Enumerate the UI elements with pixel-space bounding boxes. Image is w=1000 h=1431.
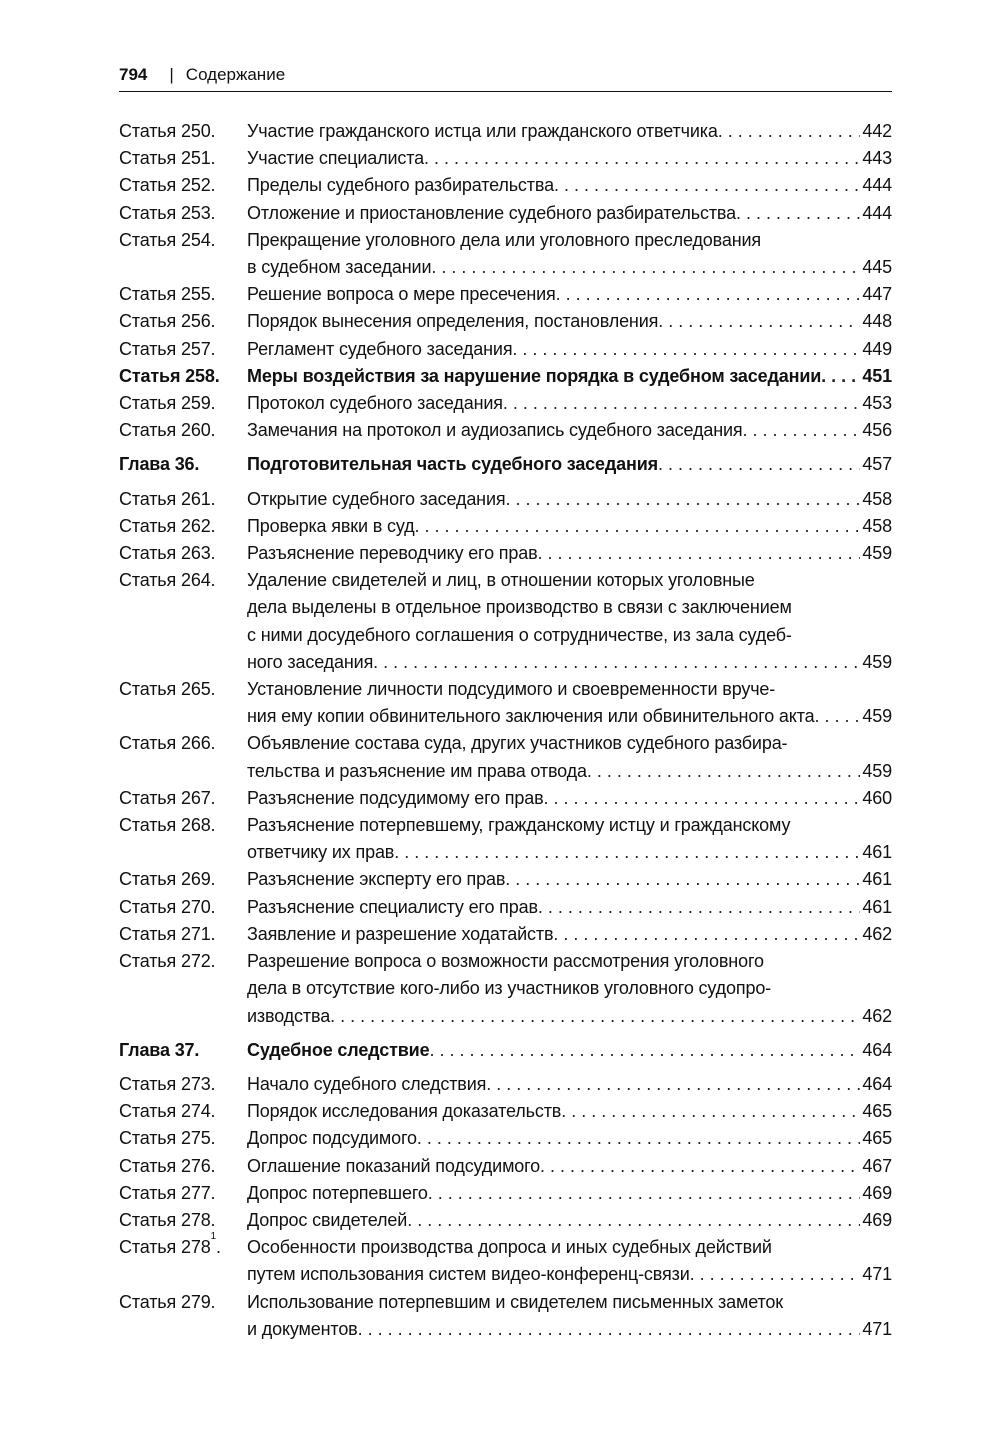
dot-leader bbox=[330, 1003, 860, 1030]
toc-entry-label: Статья 267. bbox=[119, 787, 216, 808]
toc-entry[interactable] bbox=[119, 486, 892, 513]
toc-entry-label: Статья 274. bbox=[119, 1101, 216, 1122]
toc-entry-title: Допрос подсудимого bbox=[247, 1128, 417, 1149]
toc-entry-title: Допрос потерпевшего bbox=[247, 1182, 428, 1203]
toc-entry[interactable] bbox=[119, 1125, 892, 1152]
toc-page-number: 471 bbox=[862, 1318, 892, 1339]
toc-entry-label: Статья 272. bbox=[119, 951, 216, 972]
toc-page-number: 458 bbox=[862, 515, 892, 536]
toc-entry-title: Порядок вынесения определения, постановления bbox=[247, 311, 659, 332]
toc-page-number: 464 bbox=[862, 1039, 892, 1060]
toc-page-number: 469 bbox=[862, 1182, 892, 1203]
dot-leader bbox=[431, 254, 860, 281]
dot-leader bbox=[512, 336, 860, 363]
toc-entry[interactable] bbox=[119, 1153, 892, 1180]
toc-entry-label: Статья 252. bbox=[119, 175, 216, 196]
toc-entry-label: Статья 277. bbox=[119, 1182, 216, 1203]
toc-page-number: 451 bbox=[862, 365, 892, 386]
toc-entry-title: Открытие судебного заседания bbox=[247, 488, 506, 509]
toc-entry[interactable] bbox=[119, 894, 892, 921]
dot-leader bbox=[821, 363, 860, 390]
toc-entry-label: Статья 258. bbox=[119, 365, 220, 386]
toc-entry[interactable] bbox=[119, 1180, 892, 1207]
toc-entry-label: Статья 278. bbox=[119, 1209, 216, 1230]
toc-entry-title: Участие гражданского истца или гражданского ответчика bbox=[247, 121, 718, 141]
toc-entry-title: Разъяснение специалисту его прав bbox=[247, 896, 538, 917]
header-title: Содержание bbox=[185, 65, 286, 84]
toc-entry-label: Статья 266. bbox=[119, 733, 216, 754]
dot-leader bbox=[414, 513, 860, 540]
toc-entry-label: Статья 276. bbox=[119, 1155, 216, 1176]
toc-page-number: 469 bbox=[862, 1209, 892, 1230]
toc-entry[interactable] bbox=[119, 866, 892, 893]
toc-page-number: 465 bbox=[862, 1128, 892, 1149]
toc-entry-title: Замечания на протокол и аудиозапись судебного заседания bbox=[247, 420, 743, 441]
toc-entry-title: Разъяснение переводчику его прав bbox=[247, 543, 538, 564]
toc-entry[interactable] bbox=[119, 390, 892, 417]
table-of-contents bbox=[119, 118, 892, 1343]
toc-entry-title: Решение вопроса о мере пресечения bbox=[247, 284, 556, 305]
dot-leader bbox=[505, 866, 860, 893]
toc-entry-title: Судебное следствие bbox=[247, 1039, 430, 1060]
toc-entry[interactable] bbox=[119, 1231, 892, 1288]
toc-entry-label: Статья 275. bbox=[119, 1128, 216, 1149]
toc-entry[interactable] bbox=[119, 567, 892, 676]
dot-leader bbox=[417, 1125, 861, 1152]
dot-leader bbox=[658, 308, 860, 335]
dot-leader bbox=[743, 417, 861, 444]
toc-page-number: 459 bbox=[862, 651, 892, 672]
toc-entry-label: Статья 264. bbox=[119, 570, 216, 591]
toc-entry-title: путем использования систем видео-конференц-связи bbox=[247, 1264, 690, 1285]
toc-entry[interactable] bbox=[119, 785, 892, 812]
toc-page-number: 462 bbox=[862, 923, 892, 944]
toc-entry-title: Протокол судебного заседания bbox=[247, 393, 503, 414]
dot-leader bbox=[424, 145, 860, 172]
toc-chapter[interactable] bbox=[119, 1037, 892, 1064]
toc-page-number: 442 bbox=[862, 121, 892, 141]
toc-entry-title: Подготовительная часть судебного заседания bbox=[247, 454, 659, 475]
toc-entry-label: Глава 36. bbox=[119, 454, 200, 475]
dot-leader bbox=[407, 1207, 860, 1234]
dot-leader bbox=[503, 390, 861, 417]
toc-page-number: 467 bbox=[862, 1155, 892, 1176]
toc-page-number: 462 bbox=[862, 1005, 892, 1026]
toc-entry-title: Удаление свидетелей и лиц, в отношении которых уголовные bbox=[247, 570, 755, 591]
toc-page-number: 459 bbox=[862, 760, 892, 781]
dot-leader bbox=[658, 451, 860, 478]
label-superscript: 1 bbox=[210, 1231, 216, 1243]
toc-page-number: 444 bbox=[862, 202, 892, 223]
toc-entry-label: Глава 37. bbox=[119, 1039, 200, 1060]
toc-page-number: 443 bbox=[862, 148, 892, 169]
toc-entry-label: Статья 273. bbox=[119, 1073, 216, 1094]
toc-entry-label: Статья 253. bbox=[119, 202, 216, 223]
toc-entry-label: Статья 261. bbox=[119, 488, 216, 509]
toc-entry-label: Статья 279. bbox=[119, 1291, 216, 1312]
toc-entry[interactable] bbox=[119, 200, 892, 227]
toc-entry[interactable] bbox=[119, 336, 892, 363]
toc-entry-title: Проверка явки в суд bbox=[247, 515, 415, 536]
toc-page-number: 444 bbox=[862, 175, 892, 196]
toc-entry-title: с ними досудебного соглашения о сотрудничестве, из зала судеб- bbox=[247, 624, 792, 645]
dot-leader bbox=[538, 540, 861, 567]
running-header bbox=[119, 62, 892, 92]
toc-chapter[interactable] bbox=[119, 451, 892, 478]
toc-entry-label: Статья 251. bbox=[119, 148, 216, 169]
toc-entry-title: Разрешение вопроса о возможности рассмотрения уголовного bbox=[247, 951, 764, 972]
toc-page-number: 447 bbox=[862, 284, 892, 305]
toc-entry-title: дела выделены в отдельное производство в связи с заключением bbox=[247, 597, 792, 618]
toc-entry[interactable] bbox=[119, 145, 892, 172]
dot-leader bbox=[505, 486, 860, 513]
toc-page-number: 445 bbox=[862, 257, 892, 278]
toc-entry[interactable] bbox=[119, 172, 892, 199]
toc-entry[interactable] bbox=[119, 308, 892, 335]
toc-entry-title: Регламент судебного заседания bbox=[247, 338, 513, 359]
toc-page-number: 460 bbox=[862, 787, 892, 808]
toc-entry[interactable] bbox=[119, 1071, 892, 1098]
toc-entry[interactable] bbox=[119, 948, 892, 1030]
toc-entry-title: Участие специалиста bbox=[247, 148, 425, 169]
toc-entry-title: ного заседания bbox=[247, 651, 374, 672]
toc-entry[interactable] bbox=[119, 1098, 892, 1125]
toc-page-number: 461 bbox=[862, 869, 892, 890]
toc-entry-label: Статья 265. bbox=[119, 679, 216, 700]
toc-page-number: 448 bbox=[862, 311, 892, 332]
toc-entry-label: Статья 268. bbox=[119, 815, 216, 836]
dot-leader bbox=[486, 1071, 860, 1098]
toc-entry[interactable] bbox=[119, 730, 892, 784]
toc-page-number: 453 bbox=[862, 393, 892, 414]
toc-entry-title: Допрос свидетелей bbox=[247, 1209, 408, 1230]
toc-entry[interactable] bbox=[119, 363, 892, 390]
toc-entry-label: Статья 269. bbox=[119, 869, 216, 890]
toc-page-number: 465 bbox=[862, 1101, 892, 1122]
dot-leader bbox=[538, 894, 861, 921]
toc-entry-title: Заявление и разрешение ходатайств bbox=[247, 923, 554, 944]
toc-entry-title: Меры воздействия за нарушение порядка в судебном заседании bbox=[247, 365, 822, 386]
dot-leader bbox=[561, 1098, 860, 1125]
dot-leader bbox=[718, 118, 861, 145]
toc-entry-title: Начало судебного следствия bbox=[247, 1073, 487, 1094]
toc-entry[interactable] bbox=[119, 812, 892, 866]
toc-page-number: 458 bbox=[862, 488, 892, 509]
toc-page-number: 457 bbox=[862, 454, 892, 475]
toc-entry-title: Разъяснение потерпевшему, гражданскому истцу и гражданскому bbox=[247, 815, 791, 836]
toc-entry[interactable] bbox=[119, 281, 892, 308]
toc-entry[interactable] bbox=[119, 921, 892, 948]
dot-leader bbox=[358, 1316, 861, 1343]
toc-entry-title: Порядок исследования доказательств bbox=[247, 1101, 562, 1122]
toc-entry-title: Использование потерпевшим и свидетелем письменных заметок bbox=[247, 1291, 783, 1312]
toc-entry-label: Статья 250. bbox=[119, 121, 216, 141]
toc-entry-title: Разъяснение подсудимому его прав bbox=[247, 787, 544, 808]
toc-entry[interactable] bbox=[119, 676, 892, 730]
dot-leader bbox=[429, 1037, 860, 1064]
toc-entry[interactable] bbox=[119, 1207, 892, 1234]
toc-entry[interactable] bbox=[119, 1289, 892, 1343]
toc-entry-label: Статья 263. bbox=[119, 543, 216, 564]
dot-leader bbox=[373, 649, 860, 676]
page-number: 794 bbox=[119, 65, 148, 84]
dot-leader bbox=[540, 1153, 860, 1180]
toc-entry-label: Статья 259. bbox=[119, 393, 216, 414]
toc-entry-title: Оглашение показаний подсудимого bbox=[247, 1155, 541, 1176]
dot-leader bbox=[553, 921, 860, 948]
toc-entry[interactable] bbox=[119, 118, 892, 145]
toc-page-number: 459 bbox=[862, 706, 892, 727]
toc-entry[interactable] bbox=[119, 540, 892, 567]
toc-entry-title: дела в отсутствие кого-либо из участников уголовного судопро- bbox=[247, 978, 772, 999]
toc-entry-title: Разъяснение эксперту его прав bbox=[247, 869, 506, 890]
toc-page-number: 449 bbox=[862, 338, 892, 359]
toc-entry-label: Статья $278^1$. bbox=[119, 1231, 221, 1258]
header-separator: | bbox=[169, 65, 174, 84]
dot-leader bbox=[814, 703, 860, 730]
toc-entry-title: ния ему копии обвинительного заключения или обвинительного акта bbox=[247, 706, 815, 727]
toc-entry-title: ответчику их прав bbox=[247, 842, 395, 863]
toc-entry-title: Пределы судебного разбирательства bbox=[247, 175, 554, 196]
dot-leader bbox=[690, 1261, 861, 1288]
toc-entry-title: изводства bbox=[247, 1005, 331, 1026]
toc-entry-title: в судебном заседании bbox=[247, 257, 432, 278]
toc-entry-title: и документов bbox=[247, 1318, 358, 1339]
toc-page-number: 456 bbox=[862, 420, 892, 441]
toc-entry-title: Установление личности подсудимого и своевременности вруче- bbox=[247, 679, 776, 700]
toc-entry[interactable] bbox=[119, 227, 892, 281]
toc-entry-label: Статья 257. bbox=[119, 338, 216, 359]
dot-leader bbox=[428, 1180, 861, 1207]
toc-entry-label: Статья 260. bbox=[119, 420, 216, 441]
toc-page-number: 464 bbox=[862, 1073, 892, 1094]
toc-entry-label: Статья 255. bbox=[119, 284, 216, 305]
toc-entry[interactable] bbox=[119, 417, 892, 444]
toc-entry-label: Статья 262. bbox=[119, 515, 216, 536]
toc-entry-label: Статья 256. bbox=[119, 311, 216, 332]
dot-leader bbox=[544, 785, 861, 812]
toc-entry-title: Особенности производства допроса и иных судебных действий bbox=[247, 1237, 772, 1258]
dot-leader bbox=[736, 200, 860, 227]
toc-page-number: 471 bbox=[862, 1264, 892, 1285]
toc-page-number: 461 bbox=[862, 842, 892, 863]
toc-entry-title: Прекращение уголовного дела или уголовного преследования bbox=[247, 229, 762, 250]
toc-page-number: 461 bbox=[862, 896, 892, 917]
toc-entry-title: Объявление состава суда, других участников судебного разбира- bbox=[247, 733, 788, 754]
dot-leader bbox=[554, 172, 860, 199]
toc-entry-title: Отложение и приостановление судебного разбирательства bbox=[247, 202, 736, 223]
dot-leader bbox=[556, 281, 861, 308]
toc-entry-label: Статья 270. bbox=[119, 896, 216, 917]
toc-entry-label: Статья 254. bbox=[119, 229, 216, 250]
dot-leader bbox=[394, 839, 860, 866]
toc-page-number: 459 bbox=[862, 543, 892, 564]
toc-entry-label: Статья 271. bbox=[119, 923, 216, 944]
toc-entry-title: тельства и разъяснение им права отвода bbox=[247, 760, 587, 781]
toc-entry[interactable] bbox=[119, 513, 892, 540]
dot-leader bbox=[587, 758, 861, 785]
